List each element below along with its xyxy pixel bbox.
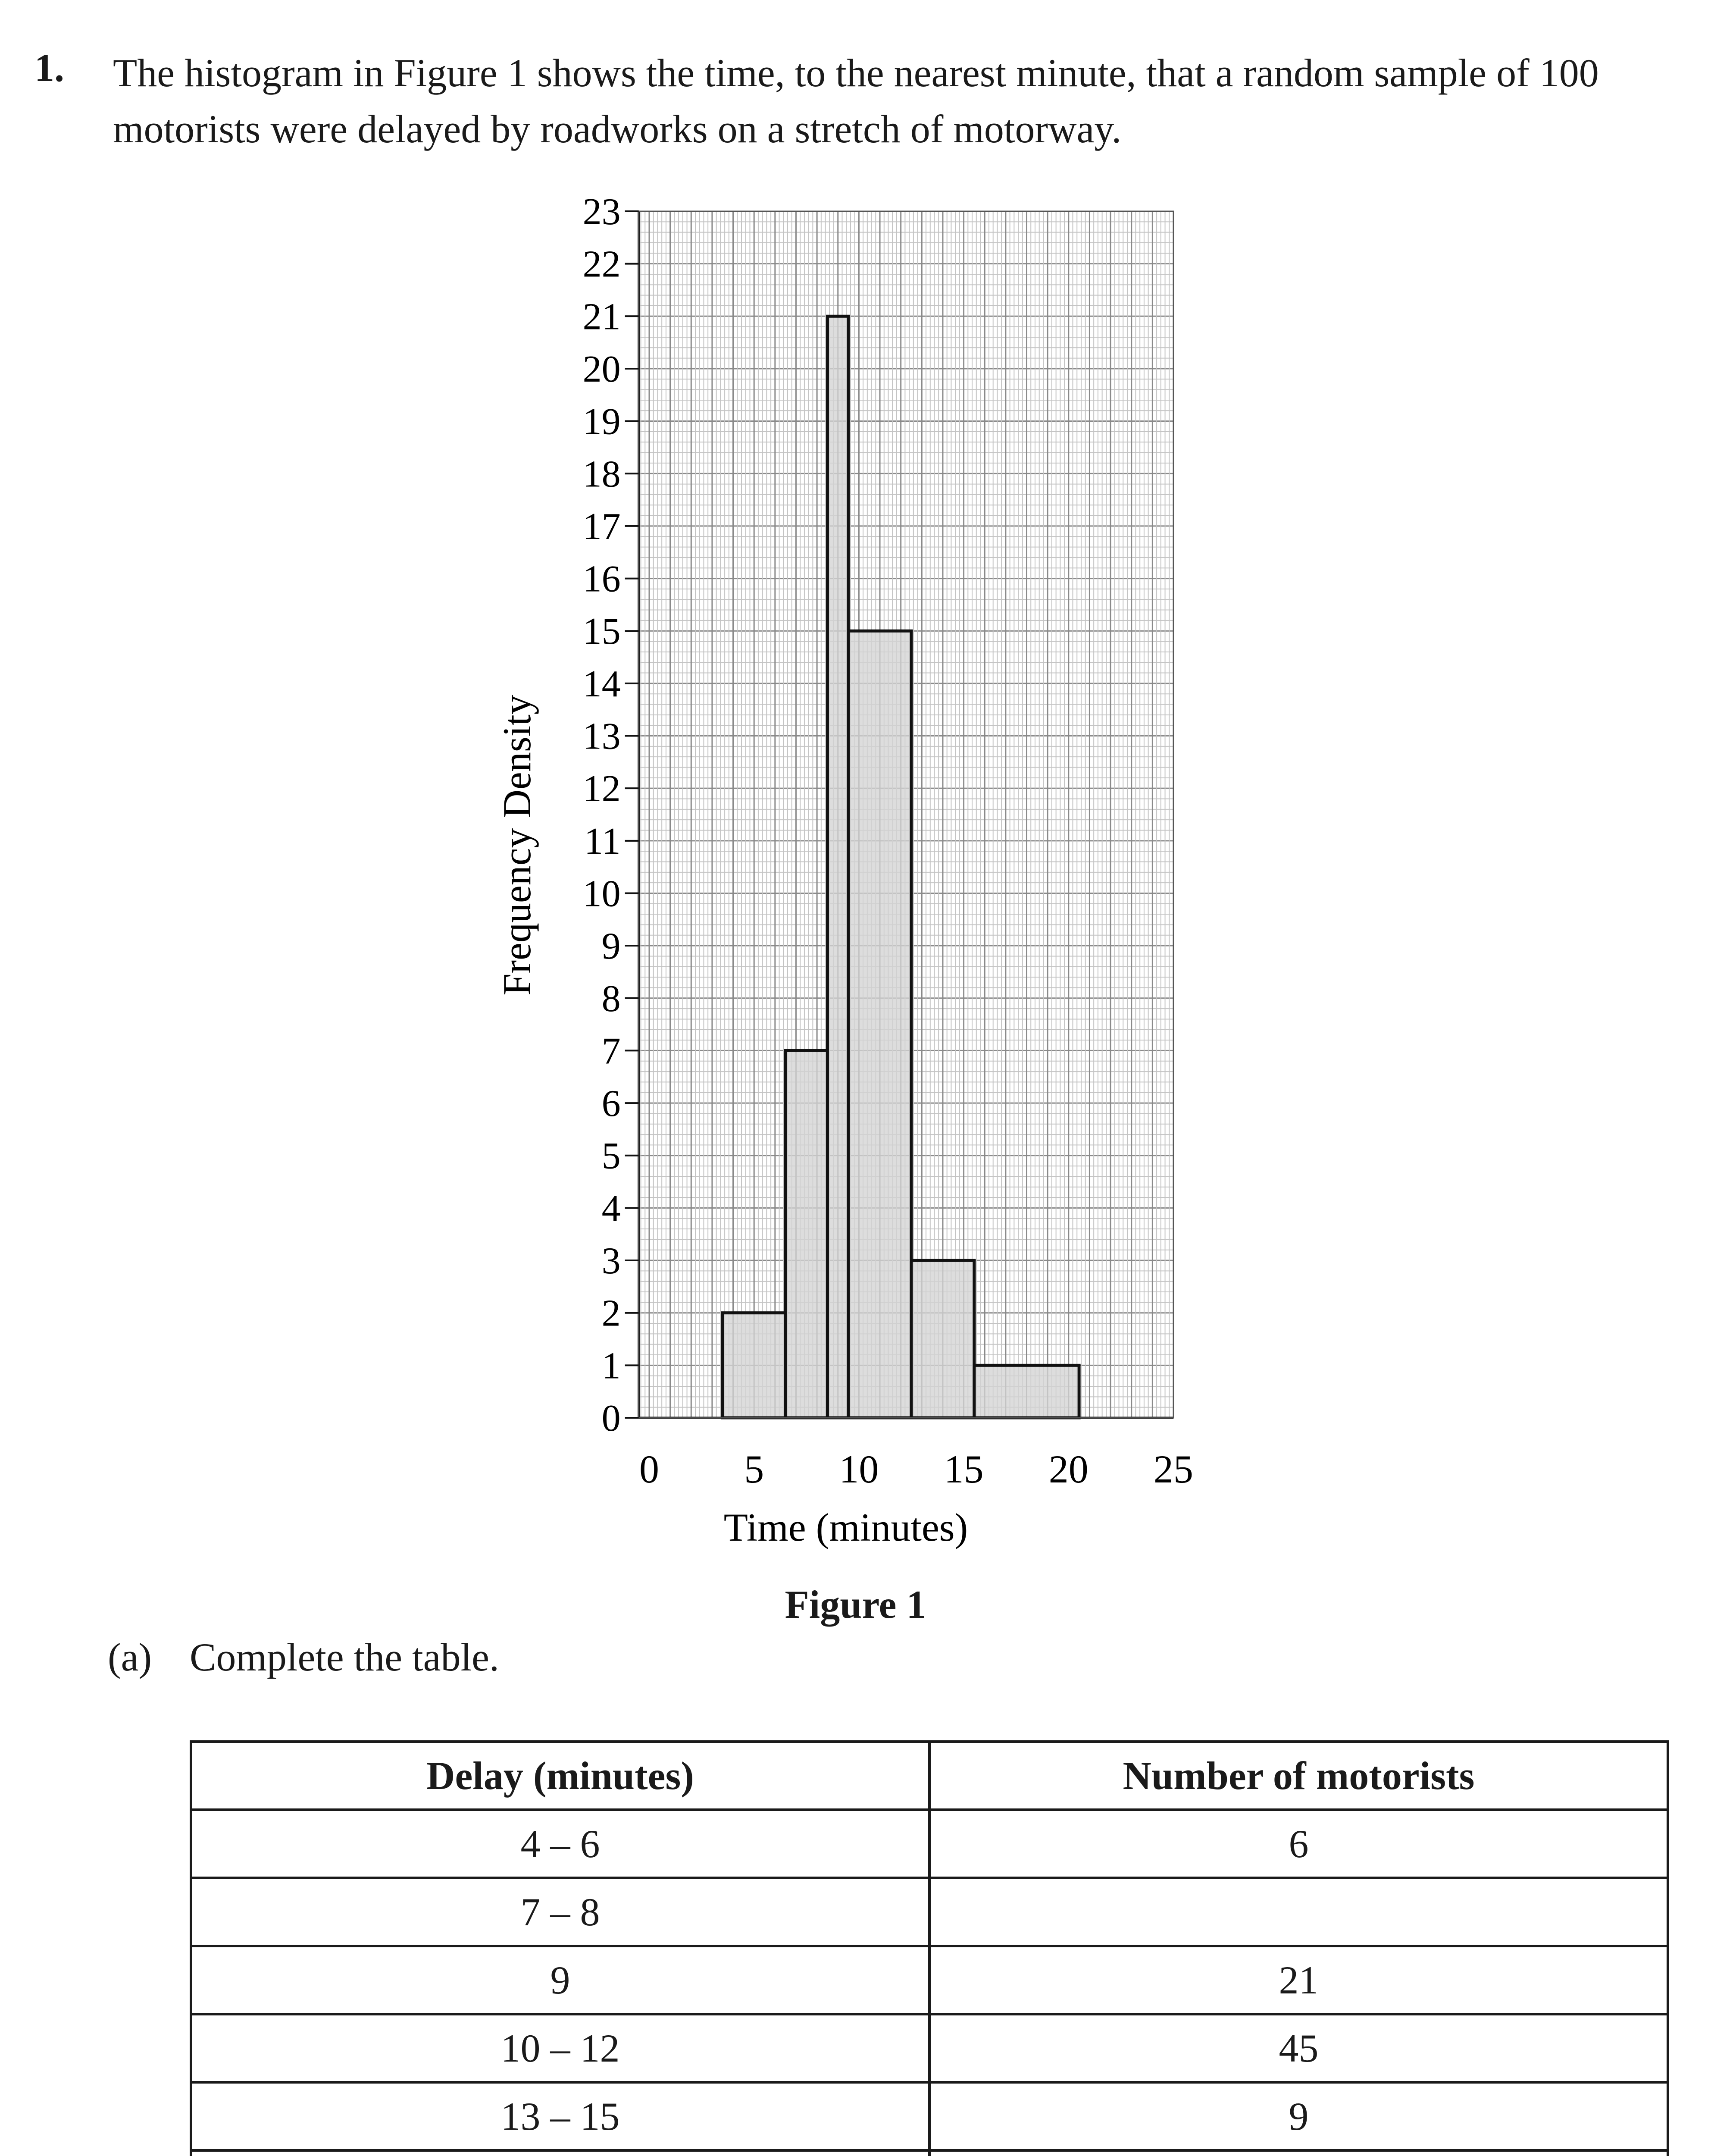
histogram-bar-2 [785,1050,827,1418]
y-tick-label: 6 [601,1083,621,1125]
delay-cell: 13 – 15 [191,2082,929,2150]
table-row [191,1878,1668,1946]
table-row [191,1810,1668,1878]
y-tick-label: 23 [582,191,621,233]
table-header-row [191,1742,1668,1810]
motorists-cell-blank[interactable] [929,2150,1668,2156]
motorists-cell: 45 [929,2014,1668,2082]
y-tick-label: 2 [601,1292,621,1335]
y-tick-label: 21 [582,296,621,338]
table-row [191,2082,1668,2150]
motorists-cell: 21 [929,1946,1668,2014]
question-number: 1. [34,46,64,90]
y-tick-label: 16 [582,558,621,600]
y-tick-label: 8 [601,978,621,1020]
y-tick-label: 0 [601,1398,621,1439]
histogram-bar-3 [827,316,848,1418]
figure-caption: Figure 1 [785,1583,926,1626]
frequency-table [190,1740,1669,2156]
histogram-bar-6 [974,1365,1079,1418]
histogram-bar-5 [911,1260,974,1418]
part-a-label: (a) [108,1635,152,1679]
histogram-bar-4 [848,631,911,1418]
y-tick-label: 20 [582,348,621,390]
motorists-cell: 6 [929,1810,1668,1878]
y-tick-label: 1 [601,1345,621,1387]
delay-cell: 9 [191,1946,929,2014]
y-tick-label: 15 [582,611,621,653]
table-row [191,2014,1668,2082]
motorists-cell-blank[interactable] [929,1878,1668,1946]
table-header-delay: Delay (minutes) [191,1742,929,1810]
y-tick-label: 14 [582,663,621,705]
y-tick-label: 5 [601,1135,621,1177]
y-tick-label: 12 [582,768,621,810]
x-tick-label: 20 [1048,1447,1089,1491]
x-tick-label: 25 [1154,1447,1193,1491]
y-tick-label: 9 [601,925,621,968]
delay-cell: 10 – 12 [191,2014,929,2082]
delay-cell: 7 – 8 [191,1878,929,1946]
y-tick-label: 3 [601,1240,621,1282]
delay-cell [191,2150,929,2156]
motorists-cell: 9 [929,2082,1668,2150]
x-tick-label: 10 [839,1447,879,1491]
part-a-text: Complete the table. [190,1635,499,1679]
question-text: The histogram in Figure 1 shows the time, to the nearest minute, that a random sample of 100 motorists were delayed by roadworks on a stretch of motorway. [113,51,1599,151]
y-tick-label: 17 [582,505,621,548]
y-tick-label: 22 [582,243,621,285]
y-tick-label: 18 [582,453,621,495]
y-tick-label: 13 [582,715,621,758]
y-tick-label: 10 [582,873,621,915]
histogram-bar-1 [723,1313,785,1418]
y-tick-label: 4 [601,1188,621,1230]
x-tick-label: 5 [744,1447,764,1491]
y-axis-label: Frequency Density [495,695,539,996]
table-header-motorists: Number of motorists [929,1742,1668,1810]
table-row [191,2150,1668,2156]
y-tick-label: 19 [582,401,621,443]
x-axis-label: Time (minutes) [723,1505,968,1549]
table-row [191,1946,1668,2014]
x-tick-label: 15 [944,1447,984,1491]
y-tick-label: 7 [601,1030,621,1072]
delay-cell: 4 – 6 [191,1810,929,1878]
y-tick-label: 11 [584,820,621,862]
x-tick-label: 0 [639,1447,659,1491]
